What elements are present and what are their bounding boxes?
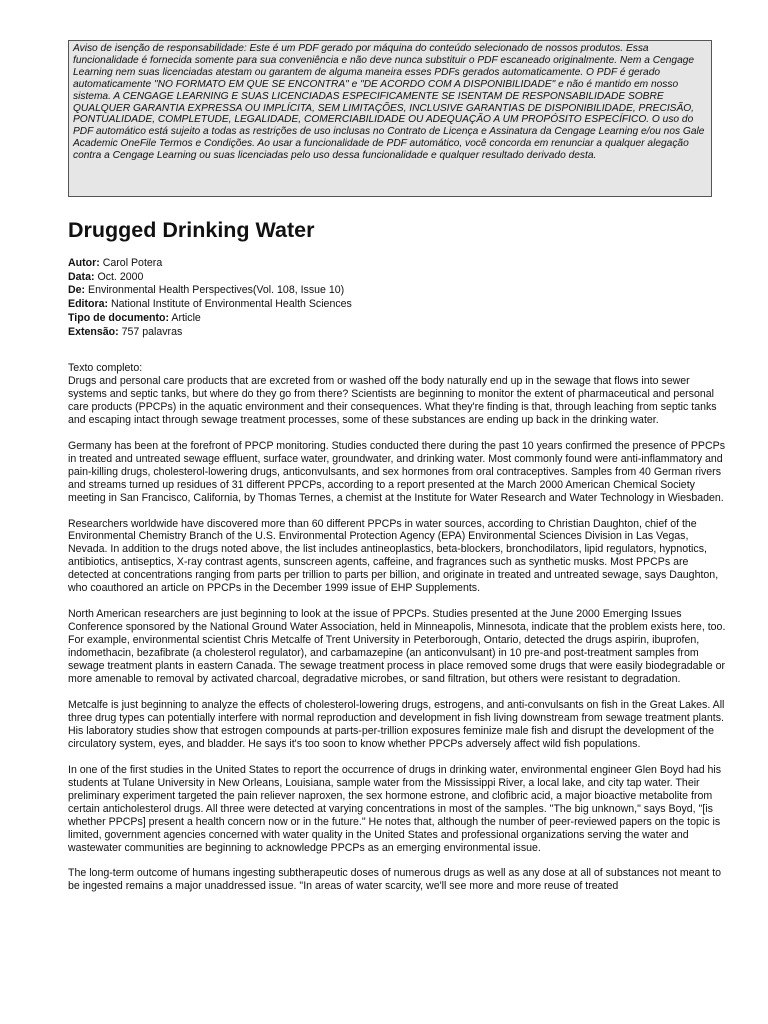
meta-label: Tipo de documento: bbox=[68, 311, 170, 324]
meta-source bbox=[68, 284, 708, 298]
article-metadata bbox=[68, 257, 708, 339]
meta-value: 757 palavras bbox=[121, 325, 183, 338]
paragraph: North American researchers are just beginning to look at the issue of PPCPs. Studies presented at the June 2000 Emerging Issues Conference sponsored by the National Ground Water Association, held in Minneapolis, Minnesota, indicate that the problem exists here, too. For example, environmental scientist Chris Metcalfe of Trent University in Peterborough, Ontario, detected the drugs aspirin, ibuprofen, indomethacin, bezafibrate (a cholesterol regulator), and carbamazepine (an anticonvulsant) in 10 pre-and post-treatment samples from sewage treatment plants in eastern Canada. The sewage treatment process in place removed some drugs that were easily biodegradable or more amenable to removal by activated charcoal, degradative microbes, or sand filtration, but others were resistant to degradation. bbox=[68, 608, 726, 686]
meta-value: Environmental Health Perspectives(Vol. 108, Issue 10) bbox=[88, 284, 345, 297]
paragraph: Germany has been at the forefront of PPCP monitoring. Studies conducted there during the past 10 years confirmed the presence of PPCPs in treated and untreated sewage effluent, surface water, groundwater, and drinking water. Most commonly found were anti-inflammatory and pain-killing drugs, cholesterol-lowering drugs, anticonvulsants, and sex hormones from oral contraceptives. Samples from 40 German rivers and streams turned up residues of 31 different PPCPs, according to a report presented at the March 2000 American Chemical Society meeting in San Francisco, California, by Thomas Ternes, a chemist at the Institute for Water Research and Water Technology in Wiesbaden. bbox=[68, 439, 725, 504]
paragraph: The long-term outcome of humans ingesting subtherapeutic doses of numerous drugs as well as any dose at all of substances not meant to be ingested remains a major unaddressed issue. "In areas of water scarcity, we'll see more and more reuse of treated bbox=[68, 867, 722, 893]
meta-value: Oct. 2000 bbox=[97, 270, 144, 283]
meta-label: Editora: bbox=[68, 298, 109, 311]
meta-label: Autor: bbox=[68, 257, 100, 269]
paragraph bbox=[68, 362, 730, 427]
disclaimer-text: Aviso de isenção de responsabilidade: Este é um PDF gerado por máquina do conteúdo selecionado de nossos produtos. Essa funcionalidade é fornecida somente para sua conveniência e não deve nunca substituir o PDF escaneado originalmente. Nem a Cengage Learning nem suas licenciadas atestam ou garantem de alguma maneira esses PDFs gerados automaticamente. O PDF é gerado automaticamente "NO FORMATO EM QUE SE ENCONTRA" e "DE ACORDO COM A DISPONIBILIDADE" e não é mantido em nosso sistema. A CENGAGE LEARNING E SUAS LICENCIADAS ESPECIFICAMENTE SE ISENTAM DE RESPONSABILIDADE SOBRE QUALQUER GARANTIA EXPRESSA OU IMPLÍCITA, SEM LIMITAÇÕES, INCLUSIVE GARANTIAS DE DISPONIBILIDADE, PRECISÃO, PONTUALIDADE, COMPLETUDE, LEGALIDADE, COMERCIABILIDADE OU ADEQUAÇÃO A UM PROPÓSITO ESPECÍFICO. O uso do PDF automático está sujeito a todas as restrições de uso inclusas no Contrato de Licença e Assinatura da Cengage Learning e/ou nos Gale Academic OneFile Termos e Condições. Ao usar a funcionalidade de PDF automático, você concorda em renunciar a qualquer alegação contra a Cengage Learning ou suas licenciadas pelo uso dessa funcionalidade e qualquer resultado derivado desta. bbox=[73, 43, 705, 162]
meta-value: Carol Potera bbox=[102, 257, 163, 269]
article-body bbox=[68, 362, 730, 906]
meta-length bbox=[68, 326, 708, 340]
meta-author bbox=[68, 257, 708, 271]
meta-document-type bbox=[68, 312, 708, 326]
fulltext-label: Texto completo: bbox=[68, 362, 143, 374]
paragraph-text: Drugs and personal care products that are excreted from or washed off the body naturally end up in the sewage that flows into sewer systems and septic tanks, but where do they go from there? Scientists are beginning to monitor the extent of pharmaceutical and personal care products (PPCPs) in the aquatic environment and their consequences. What they're finding is that, through leaching from septic tanks and escaping intact through sewage treatment processes, some of these substances are ending up back in the drinking water. bbox=[68, 374, 717, 426]
meta-value: National Institute of Environmental Health Sciences bbox=[110, 298, 352, 311]
meta-date bbox=[68, 271, 708, 285]
meta-publisher bbox=[68, 298, 708, 312]
meta-value: Article bbox=[171, 311, 201, 324]
disclaimer-box bbox=[68, 40, 712, 197]
meta-label: Extensão: bbox=[68, 325, 119, 338]
paragraph: Metcalfe is just beginning to analyze the effects of cholesterol-lowering drugs, estrogens, and anti-convulsants on fish in the Great Lakes. All three drug types can potentially interfere with normal reproduction and development in fish living downstream from sewage treatment plants. His laboratory studies show that estrogen compounds at parts-per-trillion exposures feminize male fish and disrupt the development of the circulatory system, eyes, and bladder. He says it's too soon to know whether PPCPs adversely affect wild fish populations. bbox=[68, 698, 725, 750]
meta-label: Data: bbox=[68, 270, 95, 283]
paragraph: Researchers worldwide have discovered more than 60 different PPCPs in water sources, according to Christian Daughton, chief of the Environmental Chemistry Branch of the U.S. Environmental Protection Agency (EPA) Environmental Sciences Division in Las Vegas, Nevada. In addition to the drugs noted above, the list includes antineoplastics, beta-blockers, bronchodilators, lipid regulators, hypnotics, antibiotics, antiseptics, X-ray contrast agents, sunscreen agents, caffeine, and fragrances such as synthetic musks. Most PPCPs are detected at concentrations ranging from parts per trillion to parts per billion, and originate in treated and untreated sewage, says Daughton, who coauthored an article on PPCPs in the December 1999 issue of EHP Supplements. bbox=[68, 517, 719, 595]
article-title: Drugged Drinking Water bbox=[68, 218, 315, 242]
meta-label: De: bbox=[68, 284, 86, 297]
paragraph: In one of the first studies in the United States to report the occurrence of drugs in drinking water, environmental engineer Glen Boyd had his students at Tulane University in New Orleans, Louisiana, sample water from the Mississippi River, a local lake, and city tap water. Their preliminary experiment targeted the pain reliever naproxen, the sex hormone estrone, and clofibric acid, a major bioactive metabolite from certain anticholesterol drugs. All three were detected at varying concentrations in most of the samples. "The big unknown," says Boyd, "[is whether PPCPs] present a health concern now or in the future." He notes that, although the number of peer-reviewed papers on the topic is limited, government agencies concerned with water quality in the United States and professional organizations serving the water and wastewater communities are beginning to acknowledge PPCPs as an emerging environmental issue. bbox=[68, 763, 722, 854]
